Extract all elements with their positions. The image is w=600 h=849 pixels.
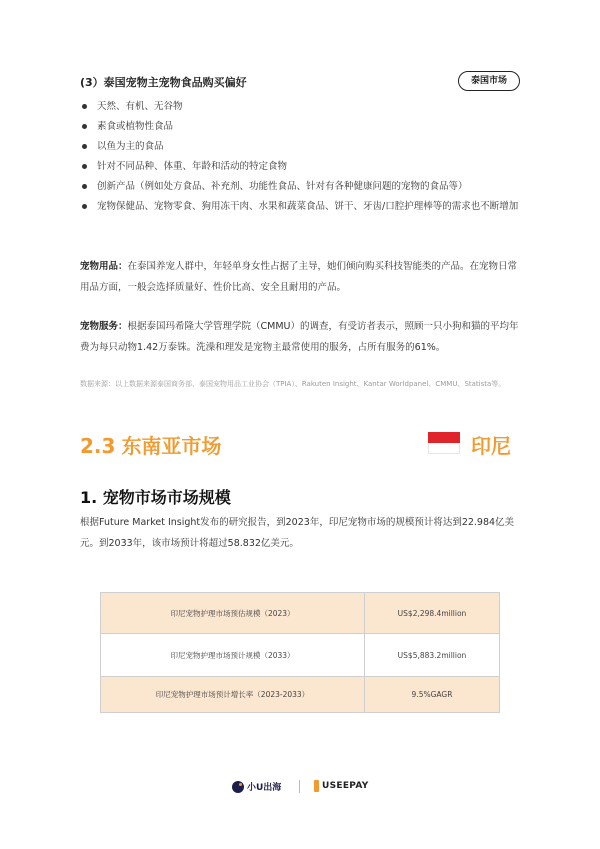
services-paragraph [80,316,522,358]
xiaou-logo-text: 小U出海 [247,783,282,793]
market-size-table [100,592,500,713]
section-number: 2.3 [80,434,116,458]
bullet-dot-icon [82,104,87,109]
table-cell-value: US$2,298.4million [397,608,467,618]
section-heading [80,430,221,459]
country-name: 印尼 [471,434,511,458]
table-row [101,634,499,677]
xiaou-logo-icon [232,781,244,793]
table-cell-value: US$5,883.2million [397,650,467,660]
bullet-dot-icon [82,184,87,189]
list-item [80,97,530,117]
useepay-logo-icon [314,780,319,792]
table-row [101,593,499,634]
table-row [101,677,499,712]
services-label: 宠物服务： [80,321,128,332]
bullet-dot-icon [82,204,87,209]
table-cell-value: 9.5%GAGR [411,690,453,699]
list-item-text: 素食或植物性食品 [97,121,174,132]
subheading: 1. 宠物市场市场规模 [80,488,231,507]
list-item-text: 以鱼为主的食品 [97,141,164,152]
useepay-logo-text: USEEPAY [322,781,369,791]
list-item [80,137,530,157]
useepay-logo [314,780,369,792]
list-item-text: 创新产品（例如处方食品、补充剂、功能性食品、针对有各种健康问题的宠物的食品等） [97,181,468,192]
list-item [80,117,530,137]
bullet-dot-icon [82,144,87,149]
services-text: 根据泰国玛希隆大学管理学院（CMMU）的调查，有受访者表示，照顾一只小狗和猫的平均年费为每只动物1.42万泰铢。洗澡和理发是宠物主最常使用的服务，占所有服务的61%。 [80,321,519,353]
section-heading-title: 东南亚市场 [121,434,222,458]
section-title: (3）泰国宠物主宠物食品购买偏好 [80,76,247,89]
table-cell-label: 印尼宠物护理市场预估规模（2023） [101,593,365,633]
footer [0,777,600,797]
data-source-note: 数据来源：以上数据来源泰国商务部、泰国宠物用品工业协会（TPIA）、Rakuten Insight、Kantar Worldpanel、CMMU、Statista等。 [80,380,506,388]
list-item [80,157,530,177]
xiaou-logo [232,780,281,793]
list-item [80,177,530,197]
table-cell-label: 印尼宠物护理市场预计规模（2033） [101,634,365,676]
supplies-text: 在泰国养宠人群中，年轻单身女性占据了主导，她们倾向购买科技智能类的产品。在宠物日常用品方面，一般会选择质量好、性价比高、安全且耐用的产品。 [80,261,518,293]
list-item-text: 天然、有机、无谷物 [97,101,183,112]
table-cell-label: 印尼宠物护理市场预计增长率（2023-2033） [101,677,365,712]
flag-red-band [428,432,460,443]
footer-divider [299,780,300,793]
indonesia-flag-icon [428,432,460,454]
list-item-text: 针对不同品种、体重、年龄和活动的特定食物 [97,161,288,172]
intro-paragraph: 根据Future Market Insight发布的研究报告，到2023年，印尼宠物市场的规模预计将达到22.984亿美元。到2033年，该市场预计将超过58.832亿美元。 [80,517,515,549]
market-tag: 泰国市场 [458,71,520,91]
list-item [80,197,530,217]
preference-list [80,97,530,217]
supplies-paragraph [80,256,522,298]
list-item-text: 宠物保健品、宠物零食、狗用冻干肉、水果和蔬菜食品、饼干、牙齿/口腔护理棒等的需求也不断增加 [97,201,519,212]
bullet-dot-icon [82,124,87,129]
supplies-label: 宠物用品： [80,261,128,272]
flag-white-band [428,443,460,454]
bullet-dot-icon [82,164,87,169]
